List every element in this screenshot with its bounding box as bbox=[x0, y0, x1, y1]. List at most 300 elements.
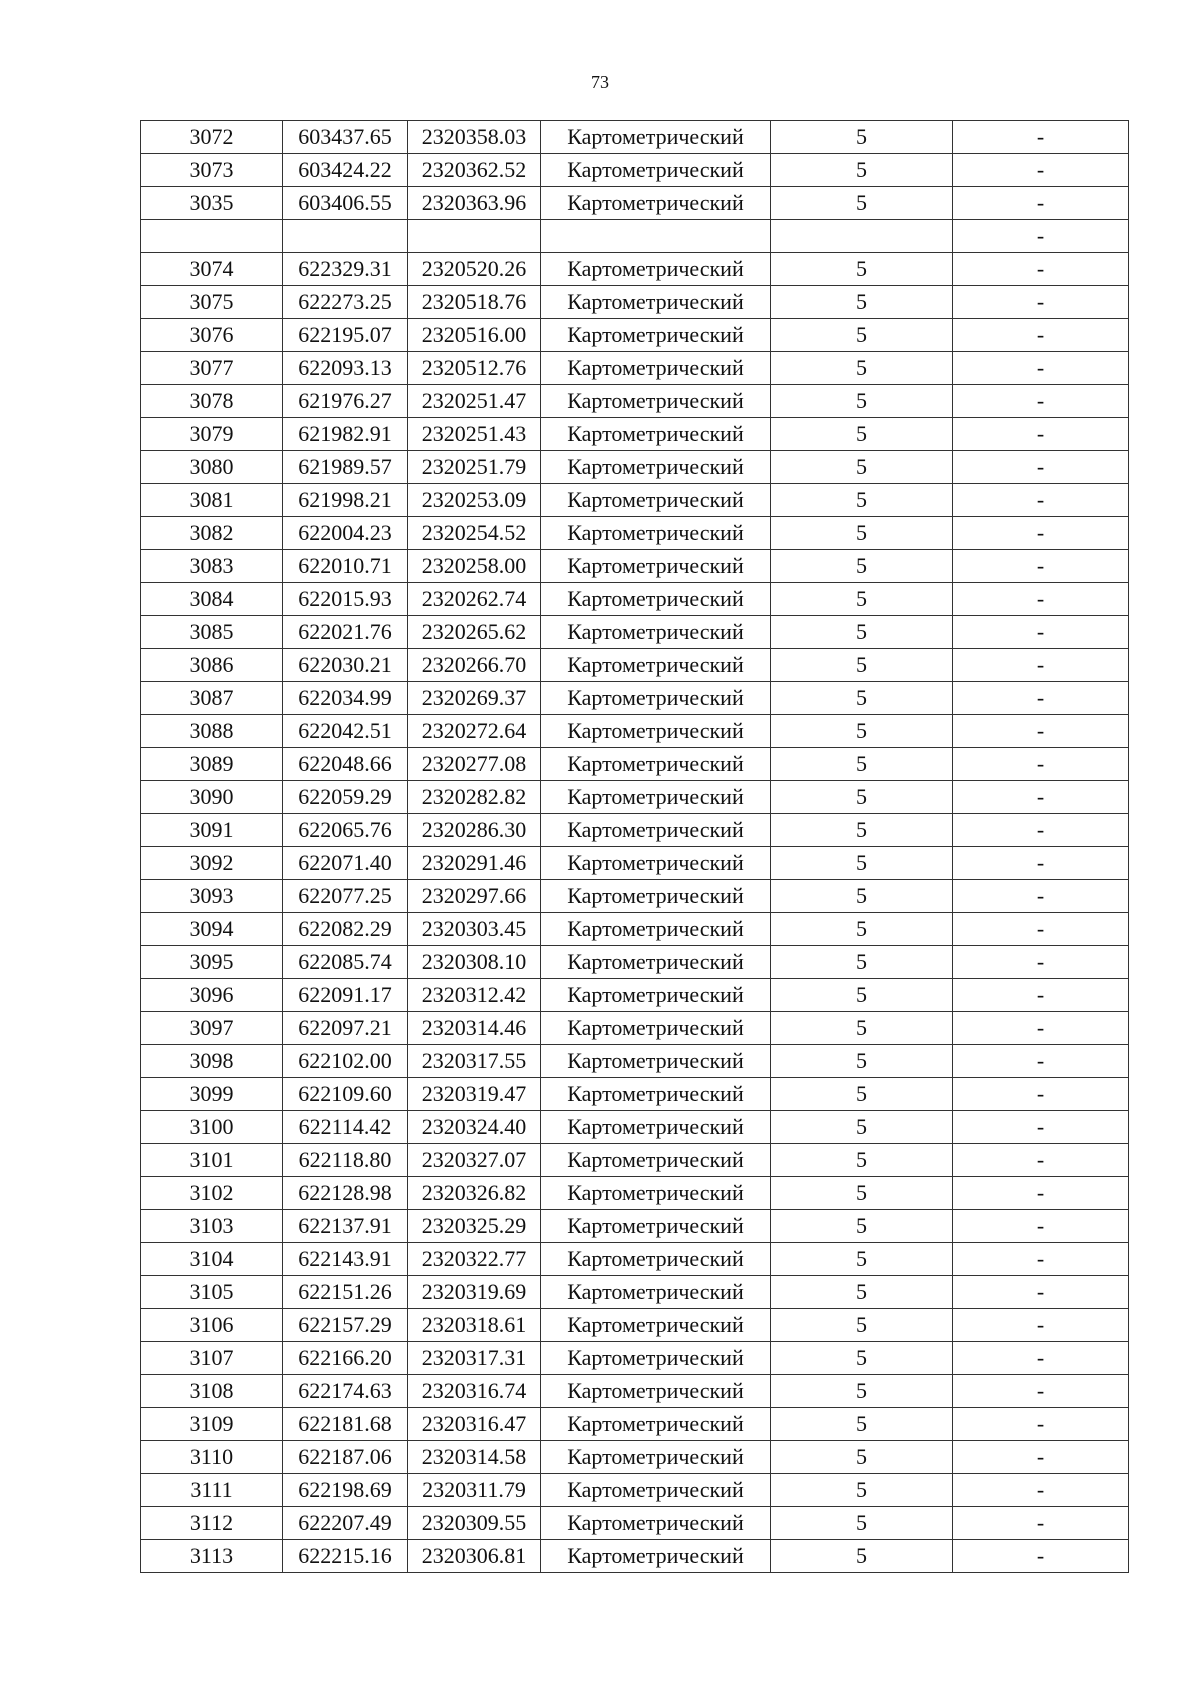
note-cell: - bbox=[953, 286, 1129, 319]
note-cell: - bbox=[953, 979, 1129, 1012]
x-coordinate-cell: 622151.26 bbox=[283, 1276, 408, 1309]
table-row bbox=[141, 385, 1129, 418]
method-cell: Картометрический bbox=[541, 1276, 771, 1309]
x-coordinate-cell: 622071.40 bbox=[283, 847, 408, 880]
point-number-cell: 3081 bbox=[141, 484, 283, 517]
note-cell: - bbox=[953, 1342, 1129, 1375]
y-coordinate-cell: 2320308.10 bbox=[408, 946, 541, 979]
x-coordinate-cell: 622065.76 bbox=[283, 814, 408, 847]
method-cell: Картометрический bbox=[541, 1177, 771, 1210]
table-row bbox=[141, 154, 1129, 187]
table-row bbox=[141, 946, 1129, 979]
y-coordinate-cell: 2320520.26 bbox=[408, 253, 541, 286]
table-row bbox=[141, 1309, 1129, 1342]
accuracy-cell: 5 bbox=[771, 385, 953, 418]
x-coordinate-cell: 622034.99 bbox=[283, 682, 408, 715]
y-coordinate-cell: 2320314.46 bbox=[408, 1012, 541, 1045]
y-coordinate-cell: 2320322.77 bbox=[408, 1243, 541, 1276]
x-coordinate-cell: 622329.31 bbox=[283, 253, 408, 286]
table-row bbox=[141, 649, 1129, 682]
point-number-cell: 3107 bbox=[141, 1342, 283, 1375]
accuracy-cell: 5 bbox=[771, 1375, 953, 1408]
x-coordinate-cell: 621998.21 bbox=[283, 484, 408, 517]
accuracy-cell: 5 bbox=[771, 748, 953, 781]
table-row bbox=[141, 319, 1129, 352]
point-number-cell: 3084 bbox=[141, 583, 283, 616]
x-coordinate-cell: 622102.00 bbox=[283, 1045, 408, 1078]
x-coordinate-cell: 622085.74 bbox=[283, 946, 408, 979]
note-cell: - bbox=[953, 352, 1129, 385]
accuracy-cell: 5 bbox=[771, 1540, 953, 1573]
table-row bbox=[141, 550, 1129, 583]
x-coordinate-cell: 622198.69 bbox=[283, 1474, 408, 1507]
note-cell: - bbox=[953, 1144, 1129, 1177]
method-cell: Картометрический bbox=[541, 616, 771, 649]
x-coordinate-cell: 622157.29 bbox=[283, 1309, 408, 1342]
x-coordinate-cell: 622128.98 bbox=[283, 1177, 408, 1210]
note-cell: - bbox=[953, 781, 1129, 814]
note-cell: - bbox=[953, 1210, 1129, 1243]
y-coordinate-cell: 2320319.47 bbox=[408, 1078, 541, 1111]
point-number-cell: 3077 bbox=[141, 352, 283, 385]
accuracy-cell: 5 bbox=[771, 1111, 953, 1144]
note-cell: - bbox=[953, 1177, 1129, 1210]
point-number-cell: 3105 bbox=[141, 1276, 283, 1309]
table-row bbox=[141, 220, 1129, 253]
accuracy-cell: 5 bbox=[771, 1408, 953, 1441]
point-number-cell: 3106 bbox=[141, 1309, 283, 1342]
page-number: 73 bbox=[591, 72, 609, 92]
x-coordinate-cell bbox=[283, 220, 408, 253]
point-number-cell: 3095 bbox=[141, 946, 283, 979]
x-coordinate-cell: 622215.16 bbox=[283, 1540, 408, 1573]
method-cell: Картометрический bbox=[541, 451, 771, 484]
table-row bbox=[141, 616, 1129, 649]
note-cell: - bbox=[953, 517, 1129, 550]
x-coordinate-cell: 603424.22 bbox=[283, 154, 408, 187]
note-cell: - bbox=[953, 121, 1129, 154]
y-coordinate-cell: 2320512.76 bbox=[408, 352, 541, 385]
note-cell: - bbox=[953, 154, 1129, 187]
accuracy-cell: 5 bbox=[771, 847, 953, 880]
note-cell: - bbox=[953, 1408, 1129, 1441]
table-row bbox=[141, 253, 1129, 286]
note-cell: - bbox=[953, 1078, 1129, 1111]
table-row bbox=[141, 418, 1129, 451]
accuracy-cell: 5 bbox=[771, 121, 953, 154]
accuracy-cell: 5 bbox=[771, 1177, 953, 1210]
y-coordinate-cell bbox=[408, 220, 541, 253]
method-cell: Картометрический bbox=[541, 319, 771, 352]
x-coordinate-cell: 622181.68 bbox=[283, 1408, 408, 1441]
x-coordinate-cell: 622010.71 bbox=[283, 550, 408, 583]
x-coordinate-cell: 621982.91 bbox=[283, 418, 408, 451]
note-cell: - bbox=[953, 880, 1129, 913]
y-coordinate-cell: 2320251.47 bbox=[408, 385, 541, 418]
x-coordinate-cell: 621989.57 bbox=[283, 451, 408, 484]
table-row bbox=[141, 1144, 1129, 1177]
accuracy-cell: 5 bbox=[771, 187, 953, 220]
accuracy-cell: 5 bbox=[771, 946, 953, 979]
point-number-cell: 3111 bbox=[141, 1474, 283, 1507]
note-cell: - bbox=[953, 1012, 1129, 1045]
accuracy-cell: 5 bbox=[771, 880, 953, 913]
note-cell: - bbox=[953, 1243, 1129, 1276]
x-coordinate-cell: 603437.65 bbox=[283, 121, 408, 154]
y-coordinate-cell: 2320326.82 bbox=[408, 1177, 541, 1210]
table-row bbox=[141, 286, 1129, 319]
accuracy-cell: 5 bbox=[771, 913, 953, 946]
point-number-cell: 3108 bbox=[141, 1375, 283, 1408]
table-row bbox=[141, 517, 1129, 550]
y-coordinate-cell: 2320516.00 bbox=[408, 319, 541, 352]
table-row bbox=[141, 1045, 1129, 1078]
accuracy-cell: 5 bbox=[771, 1441, 953, 1474]
table-row bbox=[141, 121, 1129, 154]
note-cell: - bbox=[953, 385, 1129, 418]
accuracy-cell: 5 bbox=[771, 286, 953, 319]
method-cell: Картометрический bbox=[541, 1078, 771, 1111]
note-cell: - bbox=[953, 748, 1129, 781]
point-number-cell: 3073 bbox=[141, 154, 283, 187]
point-number-cell: 3076 bbox=[141, 319, 283, 352]
table-row bbox=[141, 1012, 1129, 1045]
accuracy-cell: 5 bbox=[771, 1243, 953, 1276]
y-coordinate-cell: 2320258.00 bbox=[408, 550, 541, 583]
accuracy-cell: 5 bbox=[771, 1507, 953, 1540]
method-cell: Картометрический bbox=[541, 352, 771, 385]
accuracy-cell: 5 bbox=[771, 253, 953, 286]
method-cell: Картометрический bbox=[541, 154, 771, 187]
accuracy-cell: 5 bbox=[771, 682, 953, 715]
x-coordinate-cell: 622077.25 bbox=[283, 880, 408, 913]
note-cell: - bbox=[953, 715, 1129, 748]
x-coordinate-cell: 622091.17 bbox=[283, 979, 408, 1012]
table-row bbox=[141, 781, 1129, 814]
point-number-cell: 3083 bbox=[141, 550, 283, 583]
note-cell: - bbox=[953, 1111, 1129, 1144]
note-cell: - bbox=[953, 946, 1129, 979]
note-cell: - bbox=[953, 1540, 1129, 1573]
x-coordinate-cell: 622109.60 bbox=[283, 1078, 408, 1111]
method-cell: Картометрический bbox=[541, 880, 771, 913]
point-number-cell: 3091 bbox=[141, 814, 283, 847]
table-row bbox=[141, 913, 1129, 946]
point-number-cell: 3080 bbox=[141, 451, 283, 484]
point-number-cell: 3094 bbox=[141, 913, 283, 946]
point-number-cell: 3087 bbox=[141, 682, 283, 715]
method-cell: Картометрический bbox=[541, 1309, 771, 1342]
method-cell: Картометрический bbox=[541, 1375, 771, 1408]
method-cell: Картометрический bbox=[541, 946, 771, 979]
method-cell: Картометрический bbox=[541, 1144, 771, 1177]
method-cell: Картометрический bbox=[541, 847, 771, 880]
point-number-cell: 3099 bbox=[141, 1078, 283, 1111]
point-number-cell: 3093 bbox=[141, 880, 283, 913]
point-number-cell: 3096 bbox=[141, 979, 283, 1012]
y-coordinate-cell: 2320325.29 bbox=[408, 1210, 541, 1243]
y-coordinate-cell: 2320316.74 bbox=[408, 1375, 541, 1408]
accuracy-cell: 5 bbox=[771, 1309, 953, 1342]
point-number-cell: 3079 bbox=[141, 418, 283, 451]
table-row bbox=[141, 748, 1129, 781]
y-coordinate-cell: 2320312.42 bbox=[408, 979, 541, 1012]
point-number-cell: 3088 bbox=[141, 715, 283, 748]
coordinates-table-body bbox=[141, 121, 1129, 1573]
y-coordinate-cell: 2320269.37 bbox=[408, 682, 541, 715]
x-coordinate-cell: 621976.27 bbox=[283, 385, 408, 418]
accuracy-cell: 5 bbox=[771, 781, 953, 814]
y-coordinate-cell: 2320327.07 bbox=[408, 1144, 541, 1177]
point-number-cell: 3097 bbox=[141, 1012, 283, 1045]
x-coordinate-cell: 622059.29 bbox=[283, 781, 408, 814]
note-cell: - bbox=[953, 220, 1129, 253]
note-cell: - bbox=[953, 451, 1129, 484]
x-coordinate-cell: 622093.13 bbox=[283, 352, 408, 385]
table-row bbox=[141, 484, 1129, 517]
accuracy-cell: 5 bbox=[771, 1078, 953, 1111]
note-cell: - bbox=[953, 418, 1129, 451]
y-coordinate-cell: 2320318.61 bbox=[408, 1309, 541, 1342]
y-coordinate-cell: 2320262.74 bbox=[408, 583, 541, 616]
table-row bbox=[141, 979, 1129, 1012]
note-cell: - bbox=[953, 1309, 1129, 1342]
method-cell: Картометрический bbox=[541, 1243, 771, 1276]
method-cell: Картометрический bbox=[541, 418, 771, 451]
note-cell: - bbox=[953, 550, 1129, 583]
table-row bbox=[141, 1243, 1129, 1276]
accuracy-cell: 5 bbox=[771, 1342, 953, 1375]
y-coordinate-cell: 2320317.31 bbox=[408, 1342, 541, 1375]
note-cell: - bbox=[953, 319, 1129, 352]
method-cell: Картометрический bbox=[541, 484, 771, 517]
y-coordinate-cell: 2320251.79 bbox=[408, 451, 541, 484]
point-number-cell: 3092 bbox=[141, 847, 283, 880]
x-coordinate-cell: 622048.66 bbox=[283, 748, 408, 781]
method-cell: Картометрический bbox=[541, 781, 771, 814]
point-number-cell: 3101 bbox=[141, 1144, 283, 1177]
method-cell: Картометрический bbox=[541, 1342, 771, 1375]
method-cell: Картометрический bbox=[541, 187, 771, 220]
note-cell: - bbox=[953, 1045, 1129, 1078]
note-cell: - bbox=[953, 1276, 1129, 1309]
table-row bbox=[141, 583, 1129, 616]
y-coordinate-cell: 2320303.45 bbox=[408, 913, 541, 946]
y-coordinate-cell: 2320265.62 bbox=[408, 616, 541, 649]
y-coordinate-cell: 2320324.40 bbox=[408, 1111, 541, 1144]
table-row bbox=[141, 1276, 1129, 1309]
x-coordinate-cell: 622114.42 bbox=[283, 1111, 408, 1144]
point-number-cell: 3113 bbox=[141, 1540, 283, 1573]
table-row bbox=[141, 187, 1129, 220]
point-number-cell: 3112 bbox=[141, 1507, 283, 1540]
y-coordinate-cell: 2320286.30 bbox=[408, 814, 541, 847]
y-coordinate-cell: 2320309.55 bbox=[408, 1507, 541, 1540]
method-cell: Картометрический bbox=[541, 385, 771, 418]
coordinates-table bbox=[140, 120, 1129, 1573]
method-cell: Картометрический bbox=[541, 913, 771, 946]
accuracy-cell: 5 bbox=[771, 484, 953, 517]
x-coordinate-cell: 622207.49 bbox=[283, 1507, 408, 1540]
note-cell: - bbox=[953, 1375, 1129, 1408]
note-cell: - bbox=[953, 1474, 1129, 1507]
method-cell: Картометрический bbox=[541, 748, 771, 781]
method-cell: Картометрический bbox=[541, 1210, 771, 1243]
method-cell bbox=[541, 220, 771, 253]
point-number-cell: 3085 bbox=[141, 616, 283, 649]
point-number-cell: 3104 bbox=[141, 1243, 283, 1276]
accuracy-cell: 5 bbox=[771, 550, 953, 583]
y-coordinate-cell: 2320254.52 bbox=[408, 517, 541, 550]
note-cell: - bbox=[953, 913, 1129, 946]
x-coordinate-cell: 622030.21 bbox=[283, 649, 408, 682]
method-cell: Картометрический bbox=[541, 682, 771, 715]
accuracy-cell: 5 bbox=[771, 616, 953, 649]
note-cell: - bbox=[953, 616, 1129, 649]
method-cell: Картометрический bbox=[541, 715, 771, 748]
note-cell: - bbox=[953, 583, 1129, 616]
method-cell: Картометрический bbox=[541, 583, 771, 616]
method-cell: Картометрический bbox=[541, 1507, 771, 1540]
table-row bbox=[141, 814, 1129, 847]
table-row bbox=[141, 682, 1129, 715]
method-cell: Картометрический bbox=[541, 1012, 771, 1045]
y-coordinate-cell: 2320272.64 bbox=[408, 715, 541, 748]
point-number-cell: 3035 bbox=[141, 187, 283, 220]
note-cell: - bbox=[953, 847, 1129, 880]
method-cell: Картометрический bbox=[541, 649, 771, 682]
table-row bbox=[141, 1408, 1129, 1441]
x-coordinate-cell: 622174.63 bbox=[283, 1375, 408, 1408]
y-coordinate-cell: 2320363.96 bbox=[408, 187, 541, 220]
accuracy-cell: 5 bbox=[771, 583, 953, 616]
method-cell: Картометрический bbox=[541, 1441, 771, 1474]
table-row bbox=[141, 847, 1129, 880]
point-number-cell: 3074 bbox=[141, 253, 283, 286]
point-number-cell: 3078 bbox=[141, 385, 283, 418]
table-row bbox=[141, 1441, 1129, 1474]
note-cell: - bbox=[953, 649, 1129, 682]
x-coordinate-cell: 622021.76 bbox=[283, 616, 408, 649]
y-coordinate-cell: 2320362.52 bbox=[408, 154, 541, 187]
x-coordinate-cell: 622015.93 bbox=[283, 583, 408, 616]
accuracy-cell: 5 bbox=[771, 154, 953, 187]
note-cell: - bbox=[953, 484, 1129, 517]
point-number-cell: 3100 bbox=[141, 1111, 283, 1144]
accuracy-cell: 5 bbox=[771, 1144, 953, 1177]
method-cell: Картометрический bbox=[541, 550, 771, 583]
table-row bbox=[141, 1540, 1129, 1573]
y-coordinate-cell: 2320317.55 bbox=[408, 1045, 541, 1078]
point-number-cell: 3089 bbox=[141, 748, 283, 781]
accuracy-cell bbox=[771, 220, 953, 253]
x-coordinate-cell: 622137.91 bbox=[283, 1210, 408, 1243]
method-cell: Картометрический bbox=[541, 517, 771, 550]
y-coordinate-cell: 2320314.58 bbox=[408, 1441, 541, 1474]
accuracy-cell: 5 bbox=[771, 517, 953, 550]
y-coordinate-cell: 2320277.08 bbox=[408, 748, 541, 781]
point-number-cell: 3110 bbox=[141, 1441, 283, 1474]
table-row bbox=[141, 1111, 1129, 1144]
accuracy-cell: 5 bbox=[771, 352, 953, 385]
note-cell: - bbox=[953, 682, 1129, 715]
accuracy-cell: 5 bbox=[771, 319, 953, 352]
accuracy-cell: 5 bbox=[771, 418, 953, 451]
x-coordinate-cell: 622195.07 bbox=[283, 319, 408, 352]
point-number-cell: 3075 bbox=[141, 286, 283, 319]
table-row bbox=[141, 1474, 1129, 1507]
note-cell: - bbox=[953, 1507, 1129, 1540]
x-coordinate-cell: 622273.25 bbox=[283, 286, 408, 319]
method-cell: Картометрический bbox=[541, 1111, 771, 1144]
point-number-cell: 3098 bbox=[141, 1045, 283, 1078]
y-coordinate-cell: 2320316.47 bbox=[408, 1408, 541, 1441]
accuracy-cell: 5 bbox=[771, 715, 953, 748]
point-number-cell: 3103 bbox=[141, 1210, 283, 1243]
point-number-cell: 3072 bbox=[141, 121, 283, 154]
point-number-cell: 3086 bbox=[141, 649, 283, 682]
accuracy-cell: 5 bbox=[771, 1210, 953, 1243]
accuracy-cell: 5 bbox=[771, 1045, 953, 1078]
accuracy-cell: 5 bbox=[771, 649, 953, 682]
y-coordinate-cell: 2320251.43 bbox=[408, 418, 541, 451]
x-coordinate-cell: 622187.06 bbox=[283, 1441, 408, 1474]
point-number-cell: 3082 bbox=[141, 517, 283, 550]
method-cell: Картометрический bbox=[541, 286, 771, 319]
accuracy-cell: 5 bbox=[771, 1474, 953, 1507]
point-number-cell: 3109 bbox=[141, 1408, 283, 1441]
accuracy-cell: 5 bbox=[771, 1276, 953, 1309]
y-coordinate-cell: 2320306.81 bbox=[408, 1540, 541, 1573]
point-number-cell bbox=[141, 220, 283, 253]
method-cell: Картометрический bbox=[541, 253, 771, 286]
table-row bbox=[141, 1177, 1129, 1210]
accuracy-cell: 5 bbox=[771, 814, 953, 847]
method-cell: Картометрический bbox=[541, 1408, 771, 1441]
x-coordinate-cell: 622082.29 bbox=[283, 913, 408, 946]
method-cell: Картометрический bbox=[541, 121, 771, 154]
y-coordinate-cell: 2320266.70 bbox=[408, 649, 541, 682]
x-coordinate-cell: 622042.51 bbox=[283, 715, 408, 748]
note-cell: - bbox=[953, 187, 1129, 220]
table-row bbox=[141, 352, 1129, 385]
table-row bbox=[141, 1342, 1129, 1375]
table-row bbox=[141, 1375, 1129, 1408]
table-row bbox=[141, 1078, 1129, 1111]
accuracy-cell: 5 bbox=[771, 451, 953, 484]
table-row bbox=[141, 715, 1129, 748]
accuracy-cell: 5 bbox=[771, 1012, 953, 1045]
x-coordinate-cell: 622166.20 bbox=[283, 1342, 408, 1375]
table-row bbox=[141, 1210, 1129, 1243]
point-number-cell: 3090 bbox=[141, 781, 283, 814]
y-coordinate-cell: 2320297.66 bbox=[408, 880, 541, 913]
point-number-cell: 3102 bbox=[141, 1177, 283, 1210]
table-row bbox=[141, 880, 1129, 913]
x-coordinate-cell: 603406.55 bbox=[283, 187, 408, 220]
y-coordinate-cell: 2320282.82 bbox=[408, 781, 541, 814]
method-cell: Картометрический bbox=[541, 1474, 771, 1507]
method-cell: Картометрический bbox=[541, 814, 771, 847]
x-coordinate-cell: 622004.23 bbox=[283, 517, 408, 550]
method-cell: Картометрический bbox=[541, 1540, 771, 1573]
note-cell: - bbox=[953, 814, 1129, 847]
table-row bbox=[141, 1507, 1129, 1540]
note-cell: - bbox=[953, 1441, 1129, 1474]
y-coordinate-cell: 2320358.03 bbox=[408, 121, 541, 154]
x-coordinate-cell: 622097.21 bbox=[283, 1012, 408, 1045]
x-coordinate-cell: 622143.91 bbox=[283, 1243, 408, 1276]
